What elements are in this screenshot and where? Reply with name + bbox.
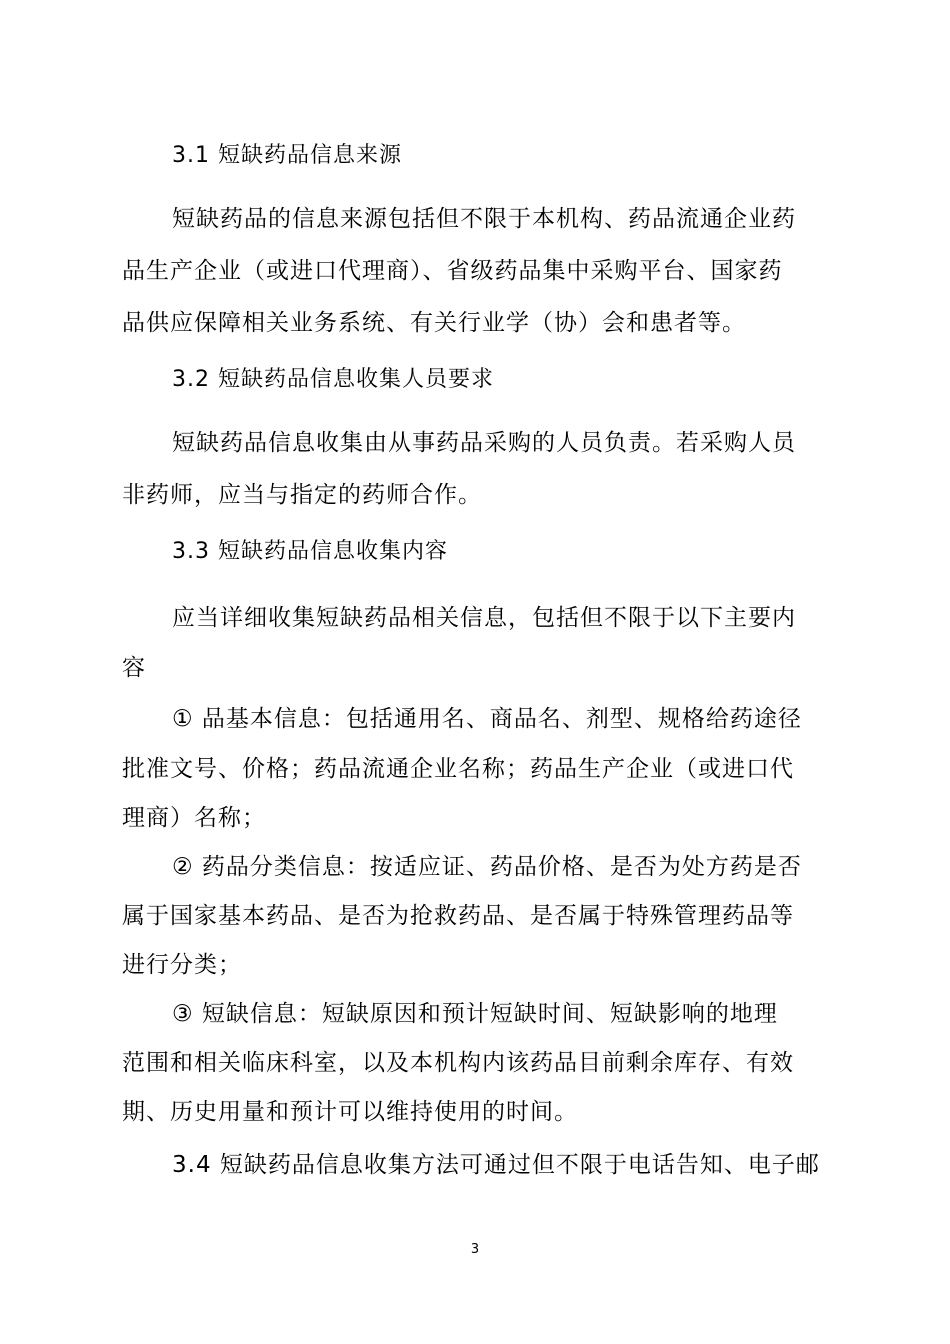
list-item-line: 期、历史用量和预计可以维持使用的时间。 (122, 1099, 578, 1125)
paragraph-line: 品供应保障相关业务系统、有关行业学（协）会和患者等。 (122, 310, 746, 336)
list-item-line: 范围和相关临床科室，以及本机构内该药品目前剩余库存、有效 (122, 1050, 794, 1076)
list-item-line: ② 药品分类信息：按适应证、药品价格、是否为处方药是否 (172, 854, 802, 880)
paragraph-line: 3.4 短缺药品信息收集方法可通过但不限于电话告知、电子邮 (172, 1152, 820, 1178)
list-item-line: 批准文号、价格；药品流通企业名称；药品生产企业（或进口代 (122, 756, 794, 782)
paragraph-line: 短缺药品信息收集由从事药品采购的人员负责。若采购人员 (172, 430, 796, 456)
section-heading-3-1: 3.1 短缺药品信息来源 (172, 143, 402, 168)
section-heading-3-3: 3.3 短缺药品信息收集内容 (172, 539, 448, 564)
paragraph-line: 非药师，应当与指定的药师合作。 (122, 482, 482, 508)
page-number: 3 (470, 1242, 480, 1257)
list-item-line: 属于国家基本药品、是否为抢救药品、是否属于特殊管理药品等 (122, 903, 794, 929)
list-item-line: 理商）名称； (122, 805, 266, 831)
list-item-line: ③ 短缺信息：短缺原因和预计短缺时间、短缺影响的地理 (172, 1001, 778, 1027)
list-item-line: ① 品基本信息：包括通用名、商品名、剂型、规格给药途径 (172, 706, 802, 732)
paragraph-line: 应当详细收集短缺药品相关信息，包括但不限于以下主要内 (172, 605, 796, 631)
paragraph-line: 短缺药品的信息来源包括但不限于本机构、药品流通企业药 (172, 206, 796, 232)
paragraph-line: 容 (122, 655, 146, 681)
section-heading-3-2: 3.2 短缺药品信息收集人员要求 (172, 367, 494, 392)
paragraph-line: 品生产企业（或进口代理商）、省级药品集中采购平台、国家药 (122, 258, 783, 284)
list-item-line: 进行分类； (122, 952, 242, 978)
